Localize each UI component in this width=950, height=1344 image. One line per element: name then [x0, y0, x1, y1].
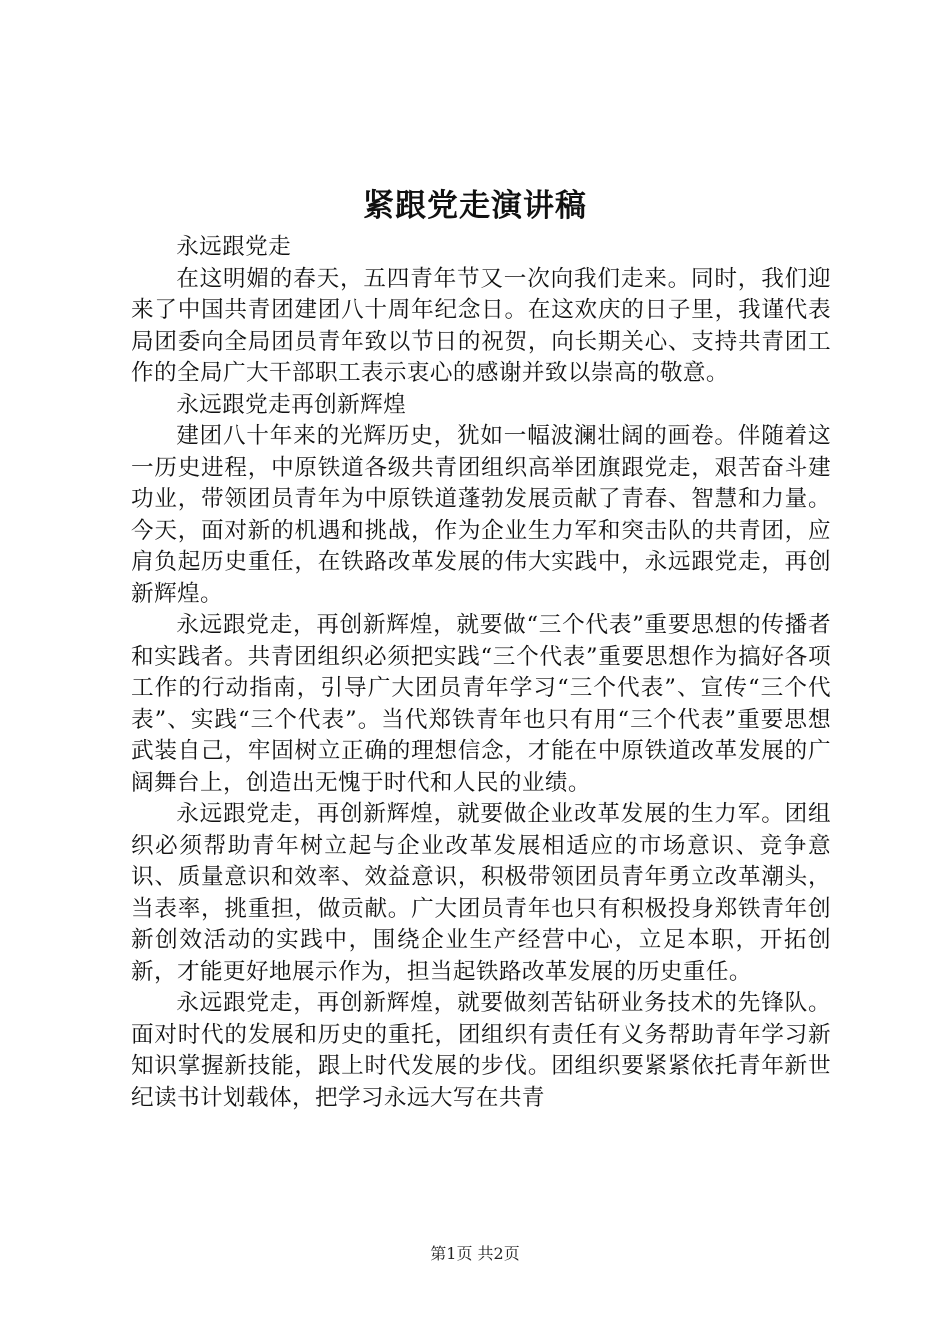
- document-title: 紧跟党走演讲稿: [363, 188, 587, 224]
- paragraph-heading-2: 永远跟党走再创新辉煌: [176, 391, 407, 418]
- document-body: [131, 232, 831, 1114]
- paragraph-heading-1: 永远跟党走: [176, 234, 292, 260]
- paragraph: 建团八十年来的光辉历史，犹如一幅波澜壮阔的画卷。伴随着这一历史进程，中原铁道各级共青团组织高举团旗跟党走，艰苦奋斗建功业，带领团员青年为中原铁道蓬勃发展贡献了青春、智慧和力量。今天，面对新的机遇和挑战，作为企业生力军和突击队的共青团，应肩负起历史重任，在铁路改革发展的伟大实践中，永远跟党走，再创新辉煌。: [131, 423, 831, 607]
- page-footer: 第1页 共2页: [430, 1244, 520, 1263]
- paragraph: 永远跟党走，再创新辉煌，就要做刻苦钻研业务技术的先锋队。面对时代的发展和历史的重托，团组织有责任有义务帮助青年学习新知识掌握新技能，跟上时代发展的步伐。团组织要紧紧依托青年新世纪读书计划载体，把学习永远大写在共青: [131, 990, 831, 1111]
- paragraph: 在这明媚的春天，五四青年节又一次向我们走来。同时，我们迎来了中国共青团建团八十周年纪念日。在这欢庆的日子里，我谨代表局团委向全局团员青年致以节日的祝贺，向长期关心、支持共青团工作的全局广大干部职工表示衷心的感谢并致以崇高的敬意。: [131, 265, 831, 386]
- paragraph: 永远跟党走，再创新辉煌，就要做企业改革发展的生力军。团组织必须帮助青年树立起与企业改革发展相适应的市场意识、竞争意识、质量意识和效率、效益意识，积极带领团员青年勇立改革潮头，当表率，挑重担，做贡献。广大团员青年也只有积极投身郑铁青年创新创效活动的实践中，围绕企业生产经营中心，立足本职，开拓创新，才能更好地展示作为，担当起铁路改革发展的历史重任。: [131, 801, 831, 985]
- paragraph: 永远跟党走，再创新辉煌，就要做“三个代表”重要思想的传播者和实践者。共青团组织必须把实践“三个代表”重要思想作为搞好各项工作的行动指南，引导广大团员青年学习“三个代表”、宣传“三个代表”、实践“三个代表”。当代郑铁青年也只有用“三个代表”重要思想武装自己，牢固树立正确的理想信念，才能在中原铁道改革发展的广阔舞台上，创造出无愧于时代和人民的业绩。: [131, 612, 831, 796]
